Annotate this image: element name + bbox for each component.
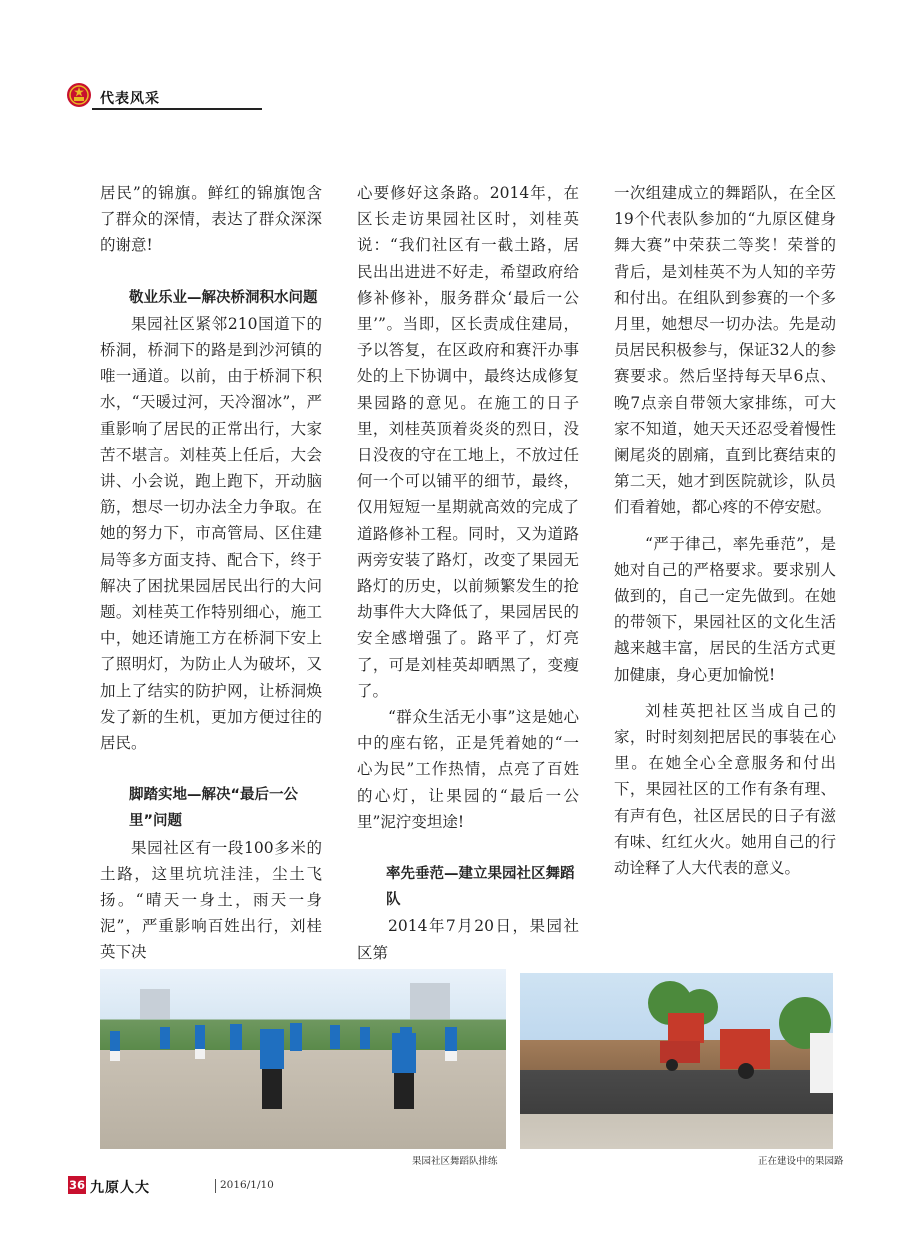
footer-divider [215, 1179, 216, 1193]
magazine-name: 九原人大 [90, 1180, 150, 1196]
national-emblem-icon [66, 82, 92, 108]
article-column-3 [614, 180, 836, 881]
article-column-1 [100, 180, 322, 966]
article-column-2 [357, 180, 579, 966]
paragraph: 果园社区紧邻210国道下的桥洞，桥洞下的路是到沙河镇的唯一通道。以前，由于桥洞下积水，“天暖过河，天冷溜冰”，严重影响了居民的正常出行，大家苦不堪言。刘桂英上任后，大会讲、小会说，跑上跑下，开动脑筋，想尽一切办法全力争取。在她的努力下，市高管局、区住建局等多方面支持、配合下，终于解决了困扰果园居民出行的大问题。刘桂英工作特别细心，施工中，她还请施工方在桥洞下安上了照明灯，为防止人为破坏，又加上了结实的防护网，让桥洞焕发了新的生机，更加方便过往的居民。 [100, 314, 322, 753]
photo-caption: 正在建设中的果园路 [758, 1156, 844, 1167]
issue-date: 2016/1/10 [220, 1179, 274, 1191]
dance-team-illustration [100, 969, 506, 1149]
road-construction-illustration [520, 973, 833, 1149]
page-number: 36 [68, 1178, 85, 1192]
paragraph: 一次组建成立的舞蹈队，在全区19个代表队参加的“九原区健身舞大赛”中荣获二等奖！荣誉的背后，是刘桂英不为人知的辛劳和付出。在组队到参赛的一个多月里，她想尽一切办法。先是动员居民积极参与，保证32人的参赛要求。然后坚持每天早6点、晚7点亲自带领大家排练，可大家不知道，她天天还忍受着慢性阑尾炎的剧痛，直到比赛结束的第二天，她才到医院就诊，队员们看着她，都心疼的不停安慰。 [614, 184, 836, 517]
road-construction-photo [520, 973, 833, 1149]
subheading: 率先垂范—建立果园社区舞蹈队 [386, 866, 575, 909]
paragraph: 居民”的锦旗。鲜红的锦旗饱含了群众的深情，表达了群众深深的谢意! [100, 184, 322, 255]
header-rule [92, 108, 262, 110]
section-title: 代表风采 [100, 91, 160, 107]
paragraph: 心要修好这条路。2014年，在区长走访果园社区时，刘桂英说：“我们社区有一截土路，居民出出进进不好走，希望政府给修补修补，服务群众‘最后一公里’”。当即，区长责成住建局，予以答复，在区政府和赛汗办事处的上下协调中，最终达成修复果园路的意见。在施工的日子里，刘桂英顶着炎炎的烈日，没日没夜的守在工地上，不放过任何一个可以铺平的细节，最终，仅用短短一星期就高效的完成了道路修补工程。同时，又为道路两旁安装了路灯，改变了果园无路灯的历史，以前频繁发生的抢劫事件大大降低了，果园居民的安全感增强了。路平了，灯亮了，可是刘桂英却晒黑了，变瘦了。 [357, 184, 579, 700]
paragraph: 果园社区有一段100多米的土路，这里坑坑洼洼，尘土飞扬。“晴天一身土，雨天一身泥”，严重影响百姓出行，刘桂英下决 [100, 838, 322, 962]
dance-team-photo [100, 969, 506, 1149]
subheading: 脚踏实地—解决“最后一公里”问题 [129, 787, 299, 830]
paragraph: “严于律己，率先垂范”，是她对自己的严格要求。要求别人做到的，自己一定先做到。在她的带领下，果园社区的文化生活越来越丰富，居民的生活方式更加健康，身心更加愉悦! [614, 534, 836, 684]
paragraph: 2014年7月20日，果园社区第 [357, 917, 579, 962]
section-header [66, 82, 200, 112]
photo-caption: 果园社区舞蹈队排练 [412, 1156, 498, 1167]
paragraph: “群众生活无小事”这是她心中的座右铭，正是凭着她的“一心为民”工作热情，点亮了百姓的心灯，让果园的“最后一公里”泥泞变坦途! [357, 708, 579, 831]
paragraph: 刘桂英把社区当成自己的家，时时刻刻把居民的事装在心里。在她全心全意服务和付出下，果园社区的工作有条有理、有声有色，社区居民的日子有滋有味、红红火火。她用自己的行动诠释了人大代表的意义。 [614, 701, 836, 878]
subheading: 敬业乐业—解决桥洞积水问题 [129, 289, 318, 306]
